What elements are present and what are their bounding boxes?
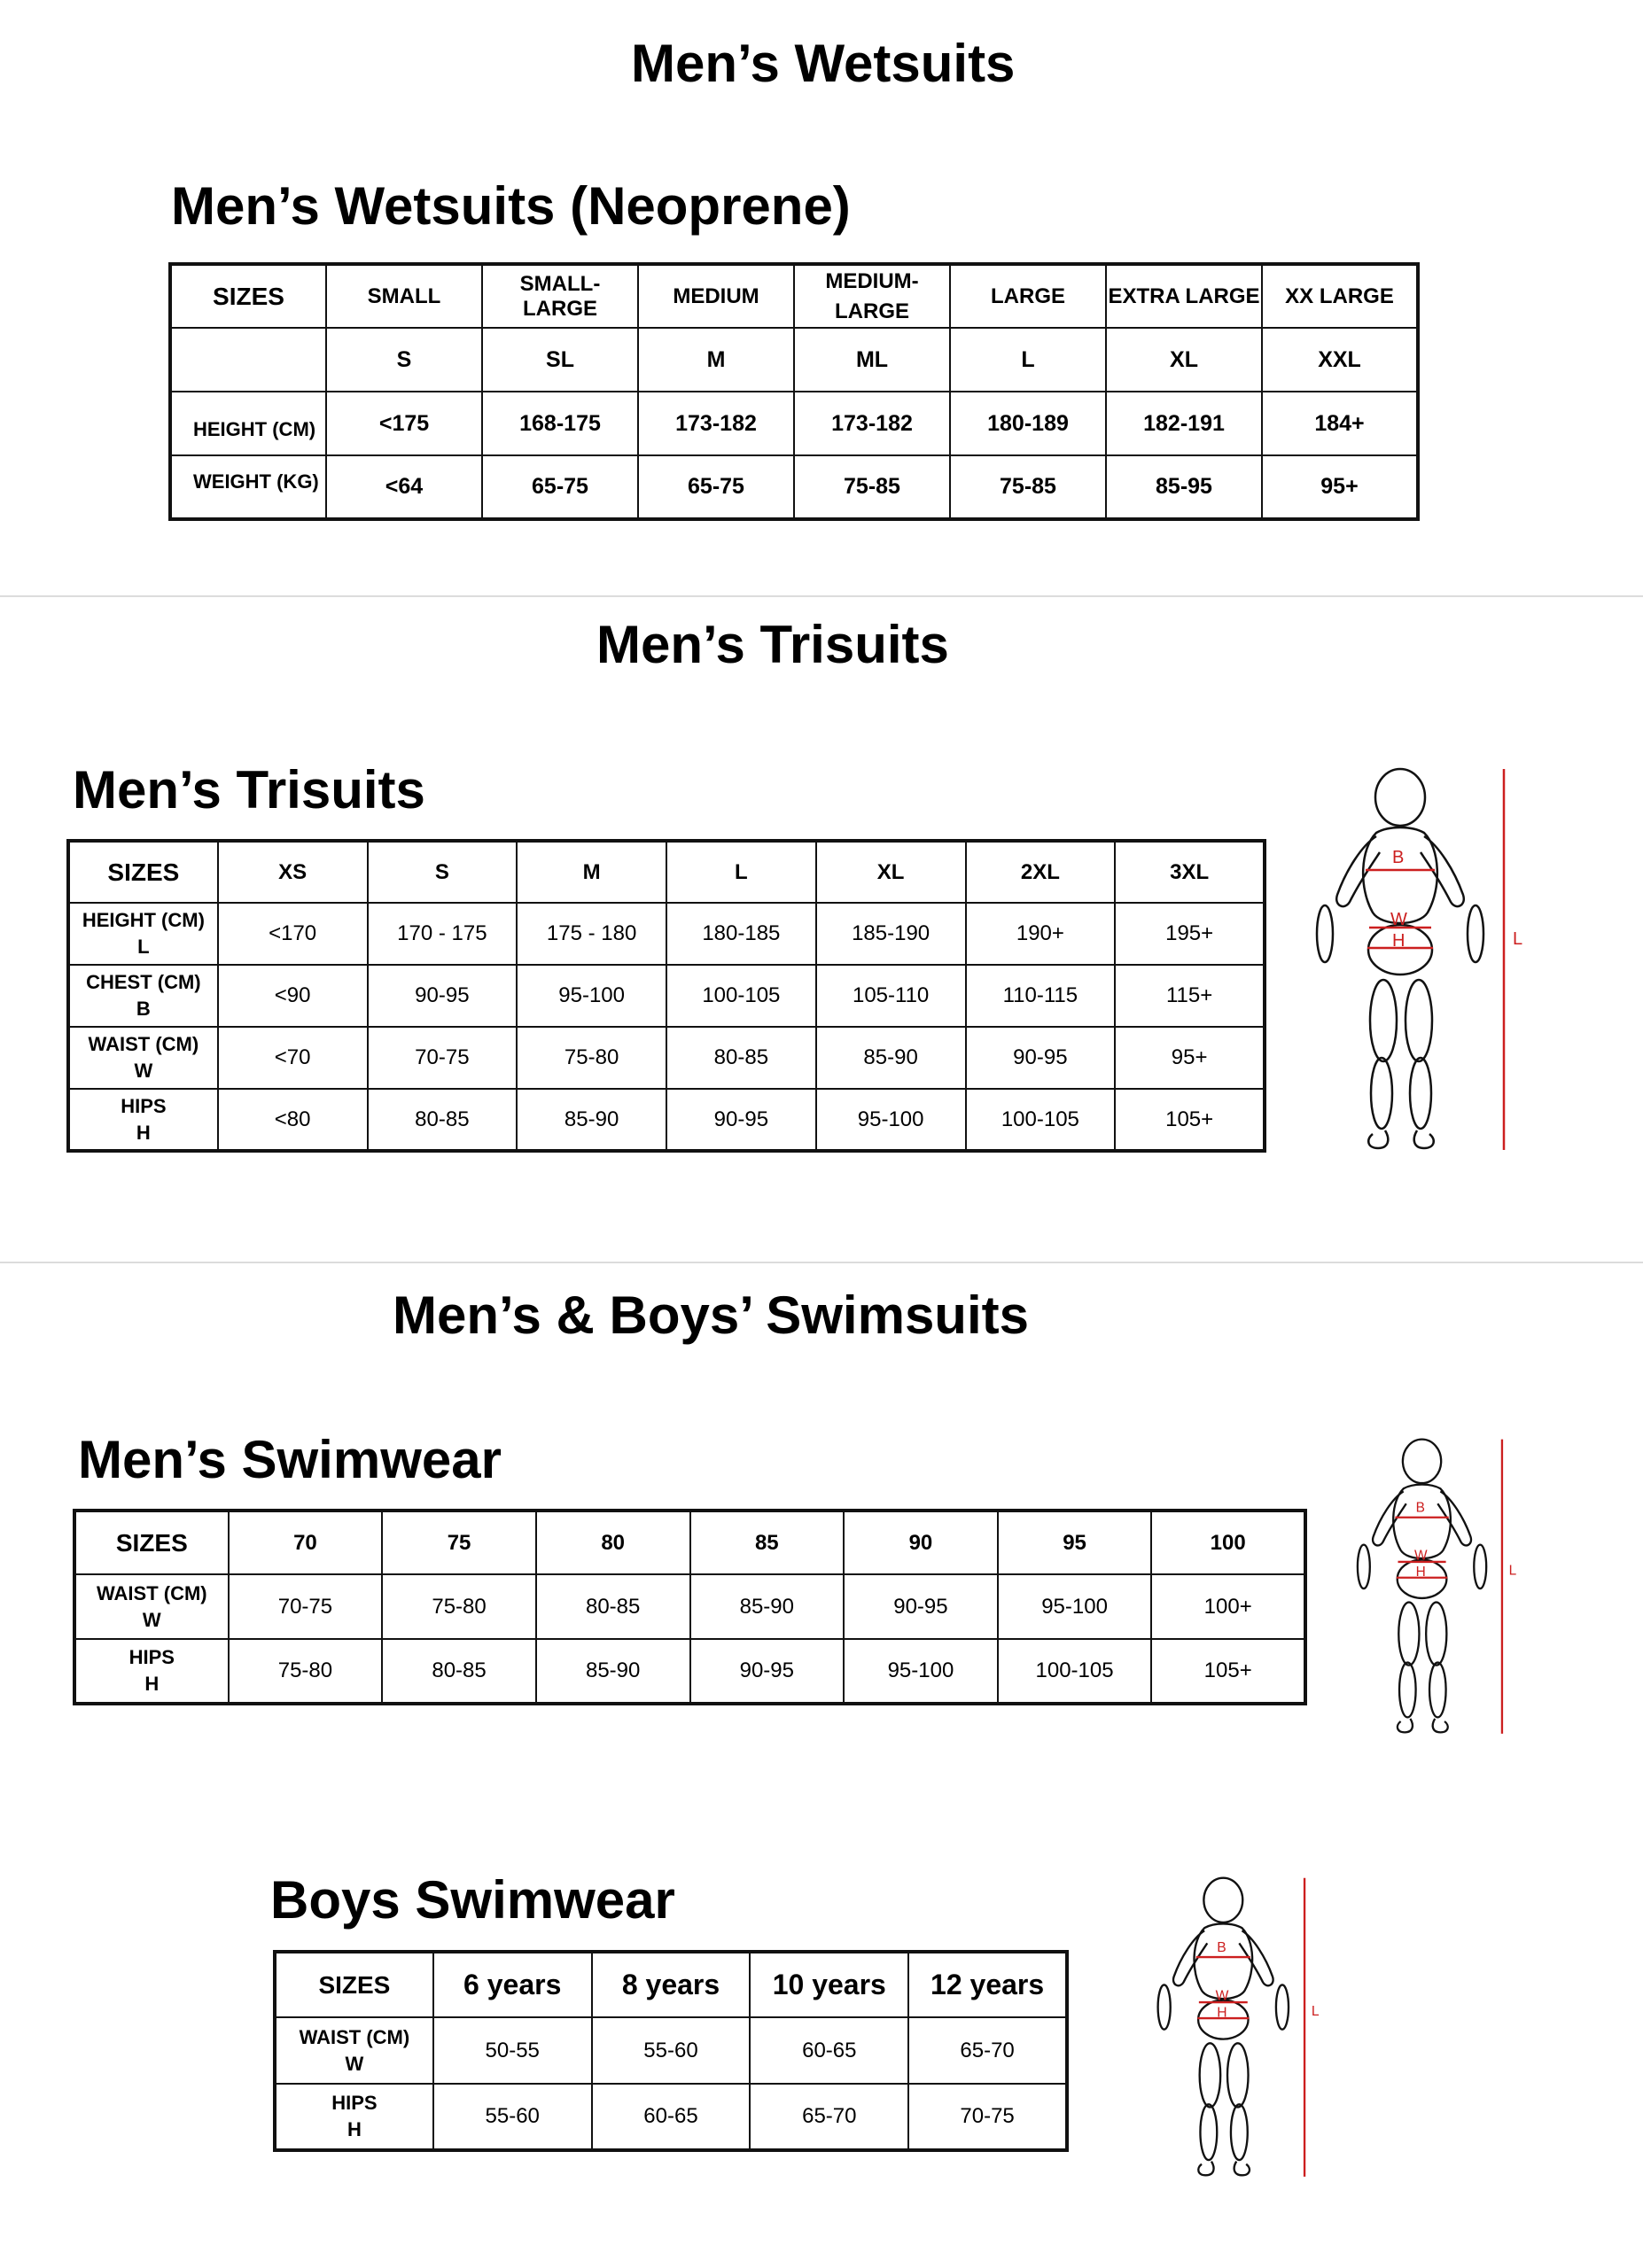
- table-row: [68, 903, 1265, 965]
- length-label: L: [1311, 2003, 1320, 2019]
- table-cell: 173-182: [638, 392, 794, 455]
- boys-swim-header-sizes: SIZES: [275, 1952, 433, 2017]
- trisuits-header-xs: XS: [218, 841, 368, 903]
- table-cell: <170: [218, 903, 368, 965]
- trisuits-row-label-chest: [68, 965, 218, 1027]
- table-row: [68, 1027, 1265, 1089]
- boys-swimwear-title: Boys Swimwear: [270, 1870, 675, 1930]
- table-cell: 60-65: [592, 2084, 751, 2150]
- trisuits-header-m: M: [517, 841, 666, 903]
- table-cell: 90-95: [666, 1089, 816, 1151]
- trisuits-section-heading: Men’s Trisuits: [596, 615, 949, 674]
- table-cell: 85-95: [1106, 455, 1262, 519]
- trisuits-header-xl: XL: [816, 841, 966, 903]
- table-row: [275, 2084, 1067, 2150]
- section-divider: [0, 595, 1643, 597]
- boys-swim-header-8-years: 8 years: [592, 1952, 751, 2017]
- table-cell: 70-75: [368, 1027, 518, 1089]
- row-label-text: CHEST (CM): [86, 971, 201, 994]
- table-row: [275, 2017, 1067, 2084]
- table-cell: 168-175: [482, 392, 638, 455]
- table-row: [170, 328, 1418, 392]
- table-cell: 95-100: [816, 1089, 966, 1151]
- swimsuits-section-heading: Men’s & Boys’ Swimsuits: [393, 1285, 1029, 1345]
- chest-label: B: [1415, 1500, 1425, 1516]
- trisuits-header-3xl: 3XL: [1115, 841, 1265, 903]
- table-cell: 70-75: [229, 1574, 383, 1639]
- trisuits-row-label-hips: [68, 1089, 218, 1151]
- table-cell: 105+: [1115, 1089, 1265, 1151]
- waist-label: W: [1215, 1988, 1229, 2004]
- table-cell: 184+: [1262, 392, 1418, 455]
- table-cell: 85-90: [517, 1089, 666, 1151]
- table-cell: 70-75: [908, 2084, 1067, 2150]
- row-label-code: H: [144, 1673, 160, 1695]
- table-cell: ML: [794, 328, 950, 392]
- wetsuits-header-medium-large: MEDIUM- LARGE: [794, 264, 950, 328]
- table-cell: L: [950, 328, 1106, 392]
- mens-swim-header-70: 70: [229, 1511, 383, 1574]
- table-cell: 55-60: [433, 2084, 592, 2150]
- mens-swim-header-75: 75: [382, 1511, 536, 1574]
- row-label-text: HIPS: [128, 1646, 175, 1669]
- table-row: [68, 965, 1265, 1027]
- body-outline-icon: [1298, 764, 1538, 1153]
- wetsuits-row-label: [170, 328, 326, 392]
- table-row: [74, 1639, 1305, 1704]
- trisuits-header-2xl: 2XL: [966, 841, 1116, 903]
- table-cell: XXL: [1262, 328, 1418, 392]
- body-outline-icon: [1143, 1874, 1331, 2179]
- table-cell: XL: [1106, 328, 1262, 392]
- mens-swimwear-size-table: [73, 1509, 1307, 1705]
- mens-swim-header-90: 90: [844, 1511, 998, 1574]
- table-cell: 180-185: [666, 903, 816, 965]
- section-divider: [0, 1262, 1643, 1263]
- table-cell: 95+: [1115, 1027, 1265, 1089]
- table-cell: 90-95: [690, 1639, 845, 1704]
- wetsuits-header-sizes: SIZES: [170, 264, 326, 328]
- mens-swim-header-100: 100: [1151, 1511, 1305, 1574]
- table-cell: 105+: [1151, 1639, 1305, 1704]
- table-cell: <80: [218, 1089, 368, 1151]
- table-cell: 85-90: [536, 1639, 690, 1704]
- row-label-text: HIPS: [121, 1094, 167, 1117]
- row-label-code: W: [134, 1060, 153, 1082]
- waist-label: W: [1414, 1548, 1428, 1564]
- table-cell: 173-182: [794, 392, 950, 455]
- wetsuits-header-small-large: SMALL-LARGE: [482, 264, 638, 328]
- table-cell: 100-105: [666, 965, 816, 1027]
- mens-swim-row-label-hips: [74, 1639, 229, 1704]
- row-label-code: L: [137, 936, 150, 958]
- wetsuits-table-title: Men’s Wetsuits (Neoprene): [171, 176, 851, 236]
- table-row: [170, 392, 1418, 455]
- table-cell: 190+: [966, 903, 1116, 965]
- trisuits-header-sizes: SIZES: [68, 841, 218, 903]
- table-cell: 65-70: [750, 2084, 908, 2150]
- wetsuits-section-heading: Men’s Wetsuits: [631, 34, 1016, 93]
- table-cell: M: [638, 328, 794, 392]
- body-outline-icon: [1343, 1435, 1529, 1736]
- table-cell: 105-110: [816, 965, 966, 1027]
- wetsuits-row-label-weight: WEIGHT (KG): [170, 455, 326, 519]
- trisuits-header-s: S: [368, 841, 518, 903]
- row-label-text: HIPS: [331, 2092, 378, 2115]
- wetsuits-header-small: SMALL: [326, 264, 482, 328]
- trisuits-row-label-height: [68, 903, 218, 965]
- table-cell: 195+: [1115, 903, 1265, 965]
- table-cell: 80-85: [536, 1574, 690, 1639]
- table-cell: 95+: [1262, 455, 1418, 519]
- table-cell: 110-115: [966, 965, 1116, 1027]
- table-cell: 75-80: [382, 1574, 536, 1639]
- table-cell: 85-90: [690, 1574, 845, 1639]
- chest-label: B: [1392, 848, 1405, 867]
- table-cell: <70: [218, 1027, 368, 1089]
- table-cell: 55-60: [592, 2017, 751, 2084]
- body-measurement-figure: [1298, 764, 1538, 1153]
- table-cell: 170 - 175: [368, 903, 518, 965]
- table-cell: SL: [482, 328, 638, 392]
- table-cell: 100-105: [998, 1639, 1152, 1704]
- row-label-code: B: [136, 998, 151, 1020]
- table-cell: 95-100: [844, 1639, 998, 1704]
- table-cell: 90-95: [844, 1574, 998, 1639]
- table-cell: 80-85: [666, 1027, 816, 1089]
- row-label-text: WAIST (CM): [96, 1581, 207, 1604]
- table-cell: S: [326, 328, 482, 392]
- table-row: [170, 455, 1418, 519]
- table-cell: 80-85: [368, 1089, 518, 1151]
- row-label-code: H: [136, 1121, 151, 1144]
- table-cell: <64: [326, 455, 482, 519]
- table-cell: 80-85: [382, 1639, 536, 1704]
- boys-swim-header-6-years: 6 years: [433, 1952, 592, 2017]
- table-cell: <175: [326, 392, 482, 455]
- table-cell: 182-191: [1106, 392, 1262, 455]
- mens-swimwear-title: Men’s Swimwear: [78, 1430, 502, 1489]
- hips-label: H: [1392, 931, 1406, 951]
- table-cell: 65-75: [638, 455, 794, 519]
- table-cell: 65-75: [482, 455, 638, 519]
- table-cell: 85-90: [816, 1027, 966, 1089]
- row-label-text: WAIST (CM): [88, 1033, 199, 1056]
- table-cell: 90-95: [966, 1027, 1116, 1089]
- trisuits-header-l: L: [666, 841, 816, 903]
- boys-swim-row-label-waist: [275, 2017, 433, 2084]
- body-measurement-figure: [1143, 1874, 1331, 2179]
- trisuits-table-title: Men’s Trisuits: [73, 760, 425, 819]
- length-label: L: [1508, 1563, 1517, 1579]
- boys-swim-row-label-hips: [275, 2084, 433, 2150]
- row-label-code: H: [347, 2118, 362, 2140]
- boys-swimwear-size-table: [273, 1950, 1069, 2152]
- mens-swim-header-sizes: SIZES: [74, 1511, 229, 1574]
- table-cell: 100-105: [966, 1089, 1116, 1151]
- trisuits-size-table: [66, 839, 1266, 1153]
- table-cell: 115+: [1115, 965, 1265, 1027]
- table-cell: <90: [218, 965, 368, 1027]
- table-cell: 75-80: [229, 1639, 383, 1704]
- table-row: [74, 1574, 1305, 1639]
- table-cell: 185-190: [816, 903, 966, 965]
- wetsuits-size-table: [168, 262, 1420, 521]
- length-label: L: [1513, 929, 1523, 949]
- row-label-text: HEIGHT (CM): [82, 909, 205, 932]
- table-row: [68, 1089, 1265, 1151]
- table-cell: 180-189: [950, 392, 1106, 455]
- mens-swim-header-95: 95: [998, 1511, 1152, 1574]
- table-cell: 90-95: [368, 965, 518, 1027]
- body-measurement-figure: [1343, 1435, 1529, 1736]
- wetsuits-header-medium: MEDIUM: [638, 264, 794, 328]
- wetsuits-header-xx-large: XX LARGE: [1262, 264, 1418, 328]
- table-cell: 75-85: [950, 455, 1106, 519]
- row-label-text: WAIST (CM): [299, 2025, 410, 2048]
- row-label-code: W: [345, 2052, 364, 2075]
- table-cell: 65-70: [908, 2017, 1067, 2084]
- trisuits-row-label-waist: [68, 1027, 218, 1089]
- table-cell: 60-65: [750, 2017, 908, 2084]
- mens-swim-row-label-waist: [74, 1574, 229, 1639]
- mens-swim-header-85: 85: [690, 1511, 845, 1574]
- boys-swim-header-10-years: 10 years: [750, 1952, 908, 2017]
- wetsuits-header-extra-large: EXTRA LARGE: [1106, 264, 1262, 328]
- row-label-code: W: [142, 1608, 161, 1631]
- hips-label: H: [1217, 2005, 1227, 2021]
- table-cell: 95-100: [998, 1574, 1152, 1639]
- chest-label: B: [1217, 1939, 1226, 1955]
- table-cell: 75-80: [517, 1027, 666, 1089]
- waist-label: W: [1390, 910, 1407, 929]
- mens-swim-header-80: 80: [536, 1511, 690, 1574]
- hips-label: H: [1415, 1565, 1426, 1581]
- wetsuits-row-label-height: HEIGHT (CM): [170, 392, 326, 455]
- table-cell: 100+: [1151, 1574, 1305, 1639]
- table-cell: 75-85: [794, 455, 950, 519]
- wetsuits-header-large: LARGE: [950, 264, 1106, 328]
- table-cell: 175 - 180: [517, 903, 666, 965]
- boys-swim-header-12-years: 12 years: [908, 1952, 1067, 2017]
- table-cell: 95-100: [517, 965, 666, 1027]
- table-cell: 50-55: [433, 2017, 592, 2084]
